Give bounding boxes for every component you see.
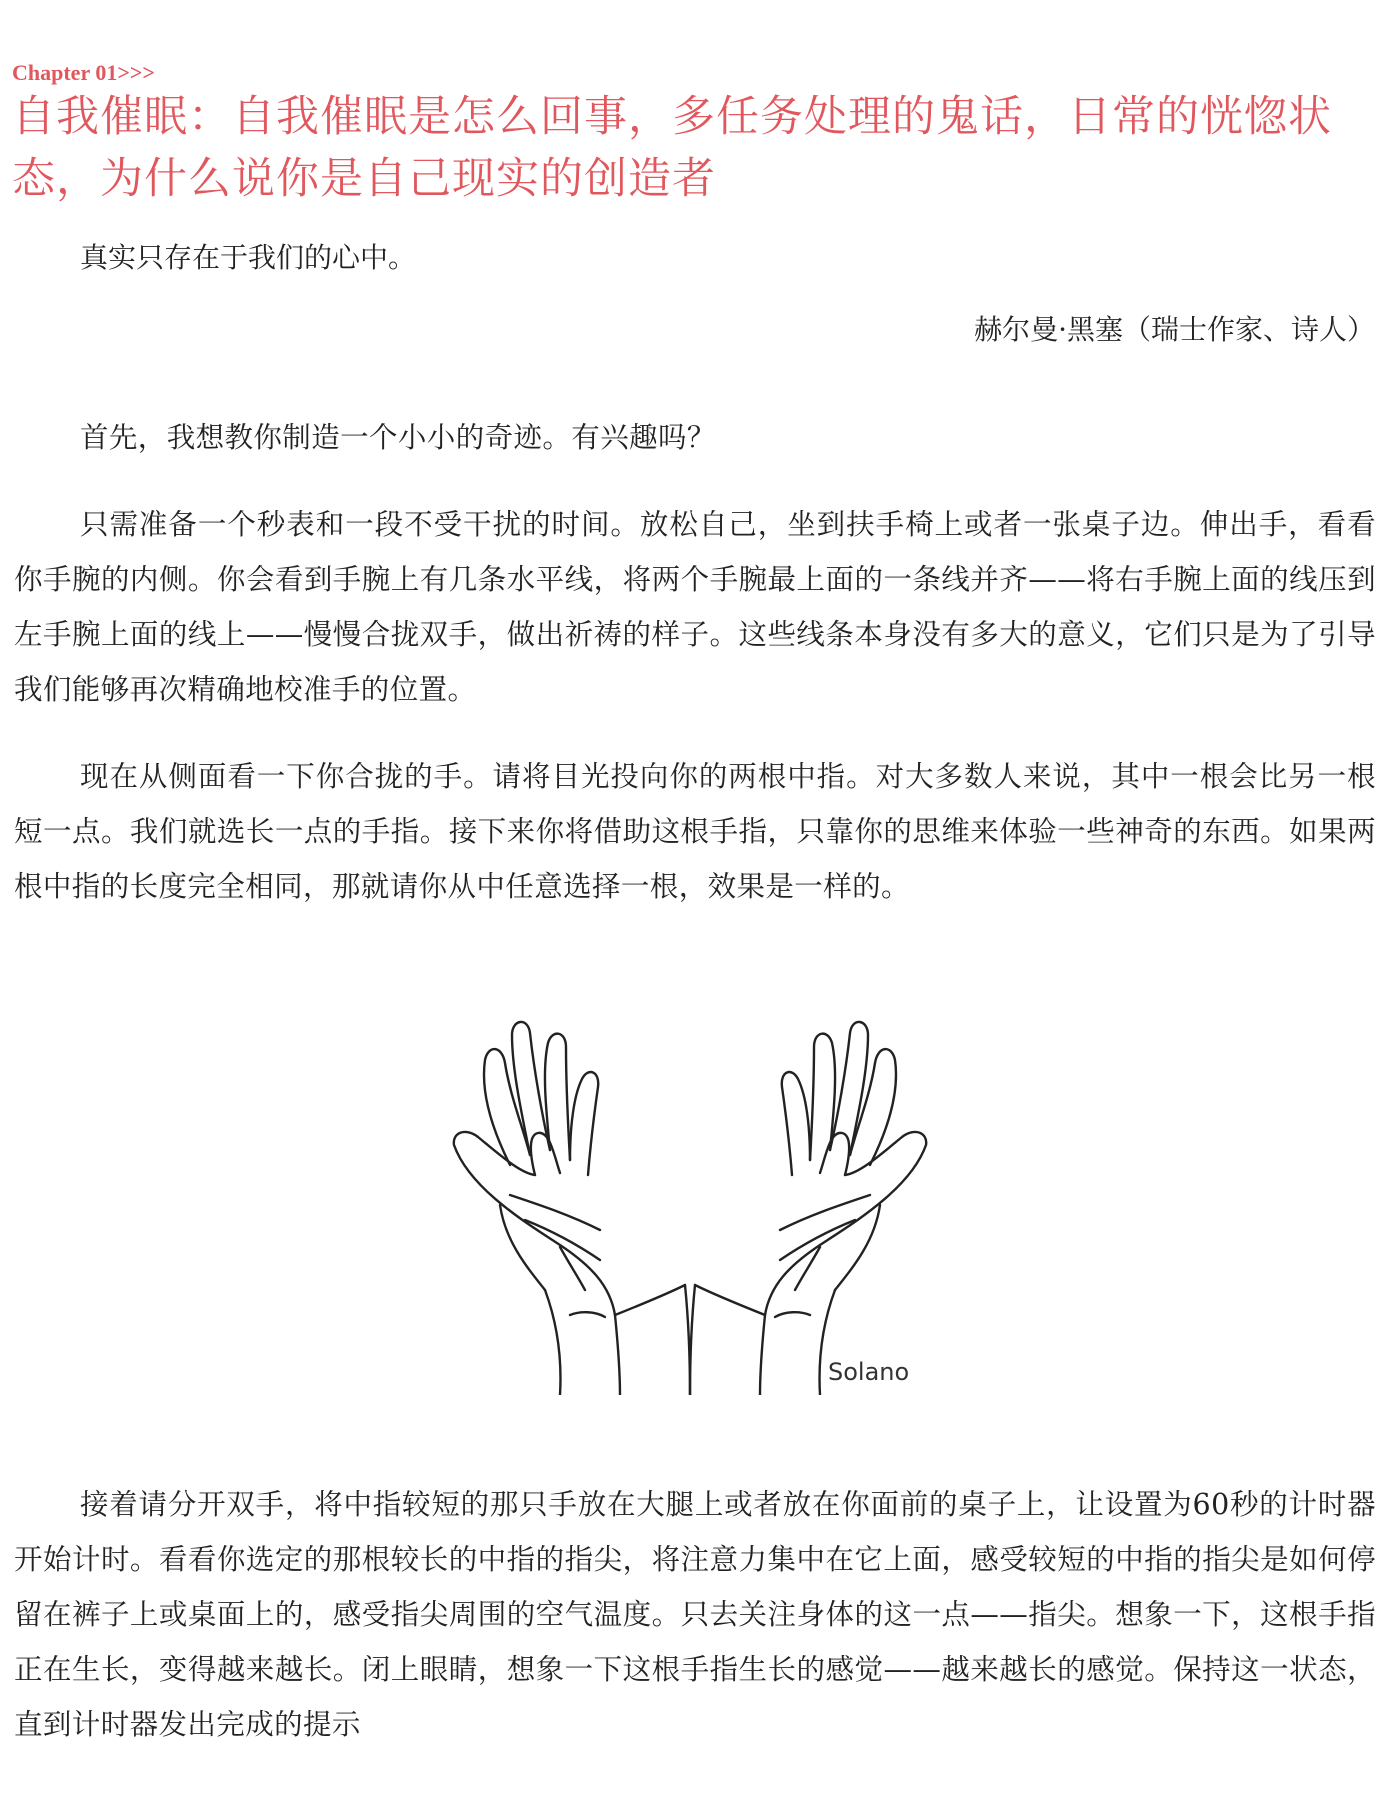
body-paragraph-1: 首先，我想教你制造一个小小的奇迹。有兴趣吗？ — [80, 421, 716, 454]
chapter-label: Chapter 01>>> — [12, 60, 155, 85]
chapter-title: 自我催眠：自我催眠是怎么回事，多任务处理的鬼话，日常的恍惚状态，为什么说你是自己现实的创造者 — [12, 92, 1332, 204]
body-paragraph-4: 接着请分开双手，将中指较短的那只手放在大腿上或者放在你面前的桌子上，让设置为60秒的计时器开始计时。看看你选定的那根较长的中指的指尖，将注意力集中在它上面，感受较短的中指的指尖是如何停留在裤子上或桌面上的，感受指尖周围的空气温度。只去关注身体的这一点——指尖。想象一下，这根手指正在生长，变得越来越长。闭上眼睛，想象一下这根手指生长的感觉——越来越长的感觉。保持这一状态，直到计时器发出完成的提示 — [14, 1488, 1376, 1741]
epigraph-quote: 真实只存在于我们的心中。 — [80, 241, 417, 274]
open-hands-illustration — [450, 1015, 930, 1395]
body-paragraph-2: 只需准备一个秒表和一段不受干扰的时间。放松自己，坐到扶手椅上或者一张桌子边。伸出手，看看你手腕的内侧。你会看到手腕上有几条水平线，将两个手腕最上面的一条线并齐——将右手腕上面的线压到左手腕上面的线上——慢慢合拢双手，做出祈祷的样子。这些线条本身没有多大的意义，它们只是为了引导我们能够再次精确地校准手的位置。 — [14, 508, 1376, 706]
figure-credit: Solano — [828, 1358, 910, 1386]
open-hands-icon — [450, 1015, 930, 1395]
epigraph-attribution: 赫尔曼·黑塞（瑞士作家、诗人） — [974, 313, 1375, 346]
body-paragraph-3: 现在从侧面看一下你合拢的手。请将目光投向你的两根中指。对大多数人来说，其中一根会比另一根短一点。我们就选长一点的手指。接下来你将借助这根手指，只靠你的思维来体验一些神奇的东西。如果两根中指的长度完全相同，那就请你从中任意选择一根，效果是一样的。 — [14, 760, 1376, 903]
